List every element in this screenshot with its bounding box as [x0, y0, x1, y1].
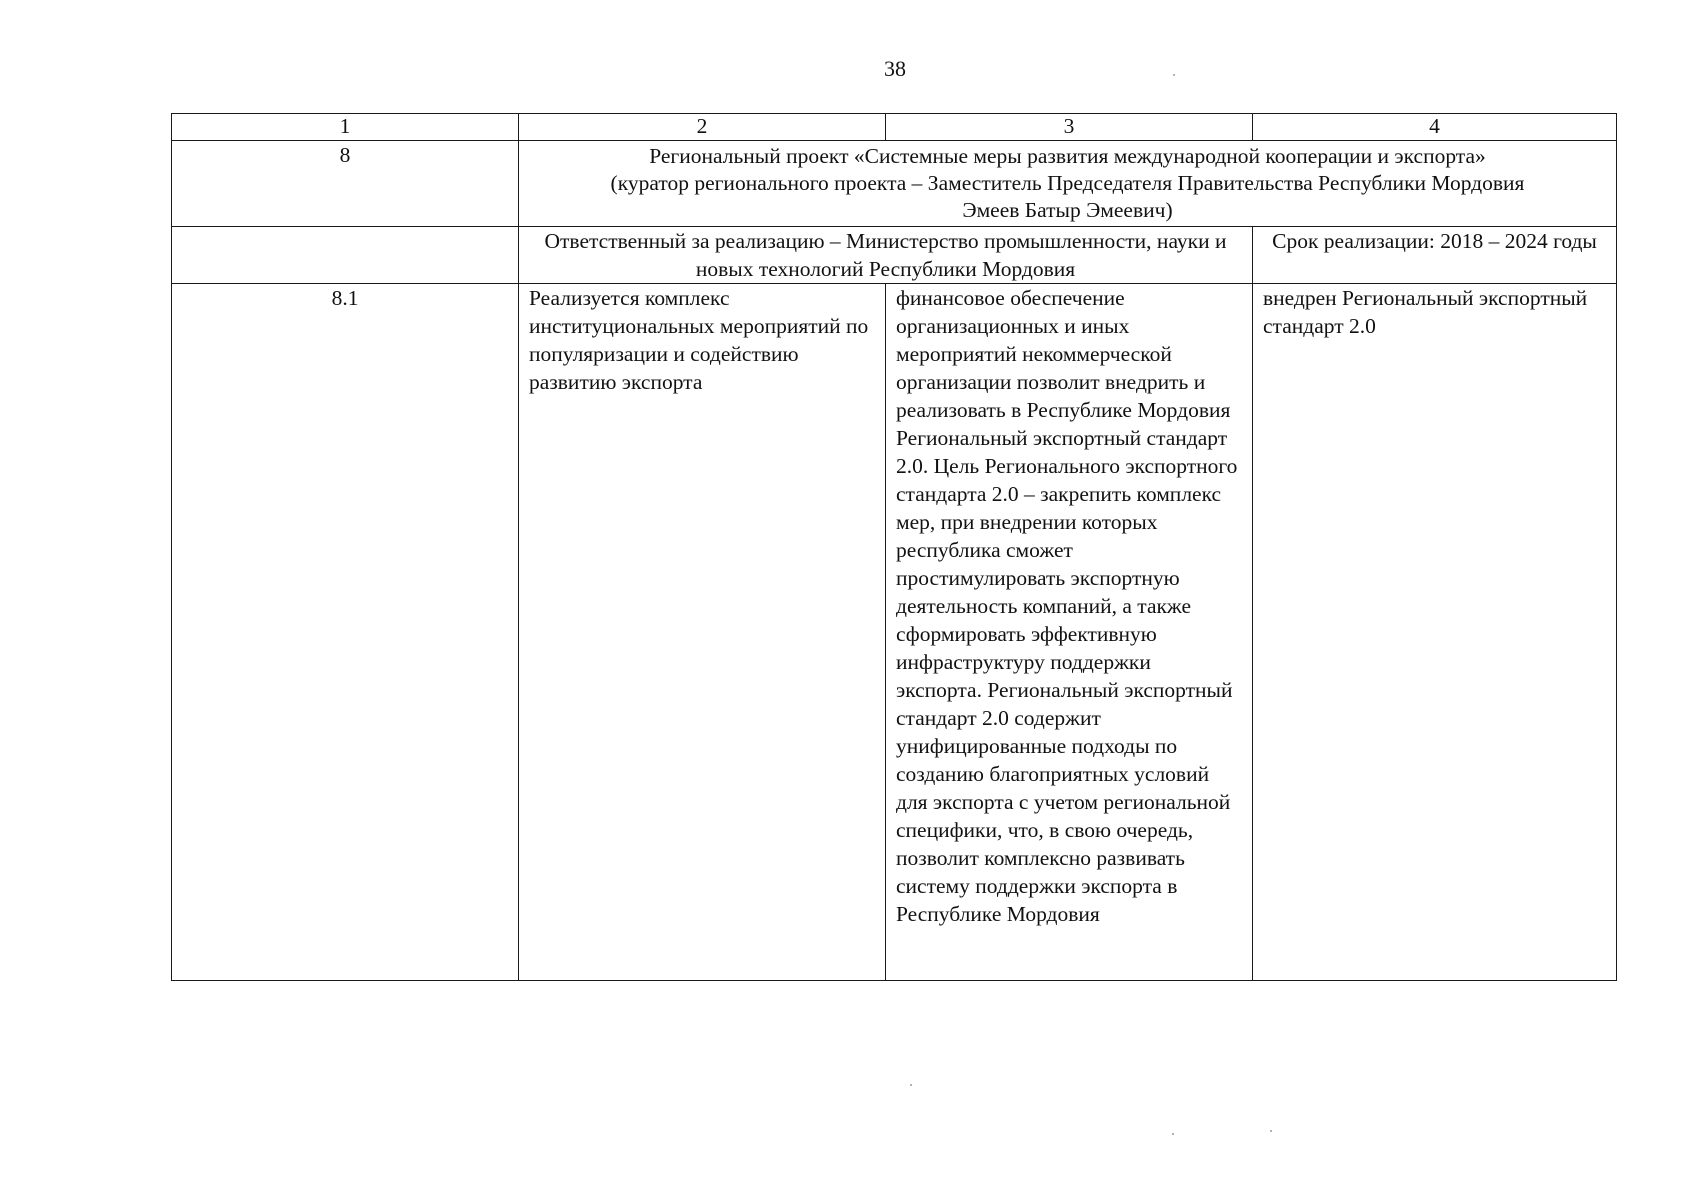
column-number-3: 3 — [886, 114, 1253, 141]
project-title-cell — [519, 141, 1617, 227]
project-title: Региональный проект «Системные меры развития международной кооперации и экспорта» — [649, 144, 1486, 168]
project-table — [171, 113, 1617, 981]
table-header-row — [172, 114, 1617, 141]
item-description: финансовое обеспечение организационных и иных мероприятий некоммерческой организации позволит внедрить и реализовать в Республике Мордовия Региональный экспортный стандарт 2.0. Цель Регионального экспортного стандарта 2.0 – закрепить комплекс мер, при внедрении которых республика сможет простимулировать экспортную деятельность компаний, а также сформировать эффективную инфраструктуру поддержки экспорта. Региональный экспортный стандарт 2.0 содержит унифицированные подходы по созданию благоприятных условий для экспорта с учетом региональной специфики, что, в свою очередь, позволит комплексно развивать систему поддержки экспорта в Республике Мордовия — [886, 284, 1253, 981]
scan-speck — [1270, 1130, 1272, 1132]
project-curator: (куратор регионального проекта – Заместитель Председателя Правительства Республики Мордовия — [610, 171, 1525, 195]
item-number: 8.1 — [172, 284, 519, 981]
page-number: 38 — [884, 56, 906, 81]
project-row — [172, 141, 1617, 227]
implementation-term: Срок реализации: 2018 – 2024 годы — [1253, 227, 1617, 284]
responsible-row — [172, 227, 1617, 284]
scan-speck — [910, 1084, 912, 1086]
project-number: 8 — [172, 141, 519, 227]
column-number-4: 4 — [1253, 114, 1617, 141]
item-measure: Реализуется комплекс институциональных мероприятий по популяризации и содействию развитию экспорта — [519, 284, 886, 981]
column-number-2: 2 — [519, 114, 886, 141]
table-row — [172, 284, 1617, 981]
scan-speck — [1173, 74, 1175, 76]
item-result: внедрен Региональный экспортный стандарт 2.0 — [1253, 284, 1617, 981]
scan-speck — [1172, 1133, 1174, 1135]
project-curator-name: Эмеев Батыр Эмеевич) — [962, 198, 1173, 222]
responsible-text: Ответственный за реализацию – Министерство промышленности, науки и новых технологий Республики Мордовия — [519, 227, 1253, 284]
column-number-1: 1 — [172, 114, 519, 141]
responsible-empty-cell — [172, 227, 519, 284]
